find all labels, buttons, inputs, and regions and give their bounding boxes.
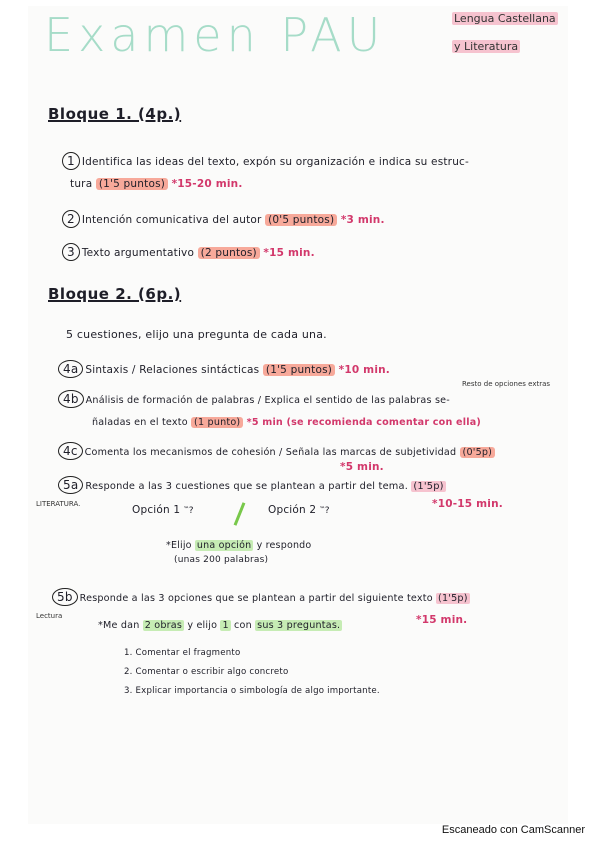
q5a-side-label: LITERATURA. — [36, 500, 81, 508]
q3-time: *15 min. — [263, 247, 315, 259]
q4a-points: (1'5 puntos) — [263, 364, 335, 376]
q5b-line: 5b Responde a las 3 opciones que se plantean a partir del siguiente texto (1'5p) — [52, 588, 470, 606]
q5a-line: 5a Responde a las 3 cuestiones que se plantean a partir del tema. (1'5p) — [58, 476, 446, 494]
q1-points: (1'5 puntos) — [96, 178, 168, 190]
subject-line-1: Lengua Castellana — [454, 12, 556, 25]
q5b-number: 5b — [52, 588, 78, 606]
q5b-side-label: Lectura — [36, 612, 63, 620]
q2-line: 2 Intención comunicativa del autor (0'5 puntos) *3 min. — [62, 210, 385, 228]
q2-time: *3 min. — [340, 214, 385, 226]
q4b-points: (1 punto) — [191, 417, 243, 428]
q5a-note-2: (unas 200 palabras) — [174, 555, 269, 565]
q3-points: (2 puntos) — [198, 247, 260, 259]
q4c-number: 4c — [58, 442, 83, 460]
q1-time: *15-20 min. — [171, 178, 243, 190]
scanner-watermark: Escaneado con CamScanner — [441, 824, 585, 836]
option1: Opción 1 ‷? — [132, 504, 194, 516]
q5a-number: 5a — [58, 476, 83, 494]
q4b-note: Resto de opciones extras — [462, 380, 551, 388]
q2-number: 2 — [62, 210, 80, 228]
option2: Opción 2 ‷? — [268, 504, 330, 516]
q1-line2: tura (1'5 puntos) *15-20 min. — [70, 178, 243, 190]
q4c-points: (0'5p) — [460, 447, 496, 458]
bloque2-heading: Bloque 2. (6p.) — [48, 285, 182, 303]
q5b-list-item-3: 3. Explicar importancia o simbología de algo importante. — [124, 686, 380, 696]
q1-number: 1 — [62, 152, 80, 170]
scanned-page — [28, 6, 568, 824]
q5b-points: (1'5p) — [438, 593, 468, 604]
q5a-points: (1'5p) — [413, 481, 444, 492]
q4c-time: *5 min. — [340, 461, 384, 473]
q5b-list-item-2: 2. Comentar o escribir algo concreto — [124, 667, 289, 677]
bloque2-intro: 5 cuestiones, elijo una pregunta de cada una. — [66, 328, 327, 341]
q4b-time: *5 min (se recomienda comentar con ella) — [246, 417, 481, 428]
q5a-note: *Elijo una opción y respondo — [166, 540, 312, 551]
q4b-line2: ñaladas en el texto (1 punto) *5 min (se recomienda comentar con ella) — [92, 417, 481, 428]
q3-number: 3 — [62, 243, 80, 261]
q5b-list-item-1: 1. Comentar el fragmento — [124, 648, 241, 658]
q2-points: (0'5 puntos) — [265, 214, 337, 226]
q5b-time: *15 min. — [416, 614, 468, 626]
bloque1-heading: Bloque 1. (4p.) — [48, 105, 182, 123]
q3-line: 3 Texto argumentativo (2 puntos) *15 min. — [62, 243, 315, 261]
q4a-line: 4a Sintaxis / Relaciones sintácticas (1'5 puntos) *10 min. — [58, 360, 390, 378]
q4c-line1: 4c Comenta los mecanismos de cohesión / Señala las marcas de subjetividad (0'5p) — [58, 442, 495, 460]
q4a-time: *10 min. — [338, 364, 390, 376]
page-title: Examen PAU — [44, 8, 386, 62]
q1-line1: 1 Identifica las ideas del texto, expón su organización e indica su estruc- — [62, 152, 469, 170]
q4b-number: 4b — [58, 390, 84, 408]
q4a-number: 4a — [58, 360, 83, 378]
q4b-line1: 4b Análisis de formación de palabras / Explica el sentido de las palabras se- — [58, 390, 450, 408]
q5a-time: *10-15 min. — [432, 498, 503, 510]
subject-line-2: y Literatura — [454, 40, 519, 53]
q5b-sub: *Me dan 2 obras y elijo 1 con sus 3 preguntas. — [98, 620, 341, 631]
